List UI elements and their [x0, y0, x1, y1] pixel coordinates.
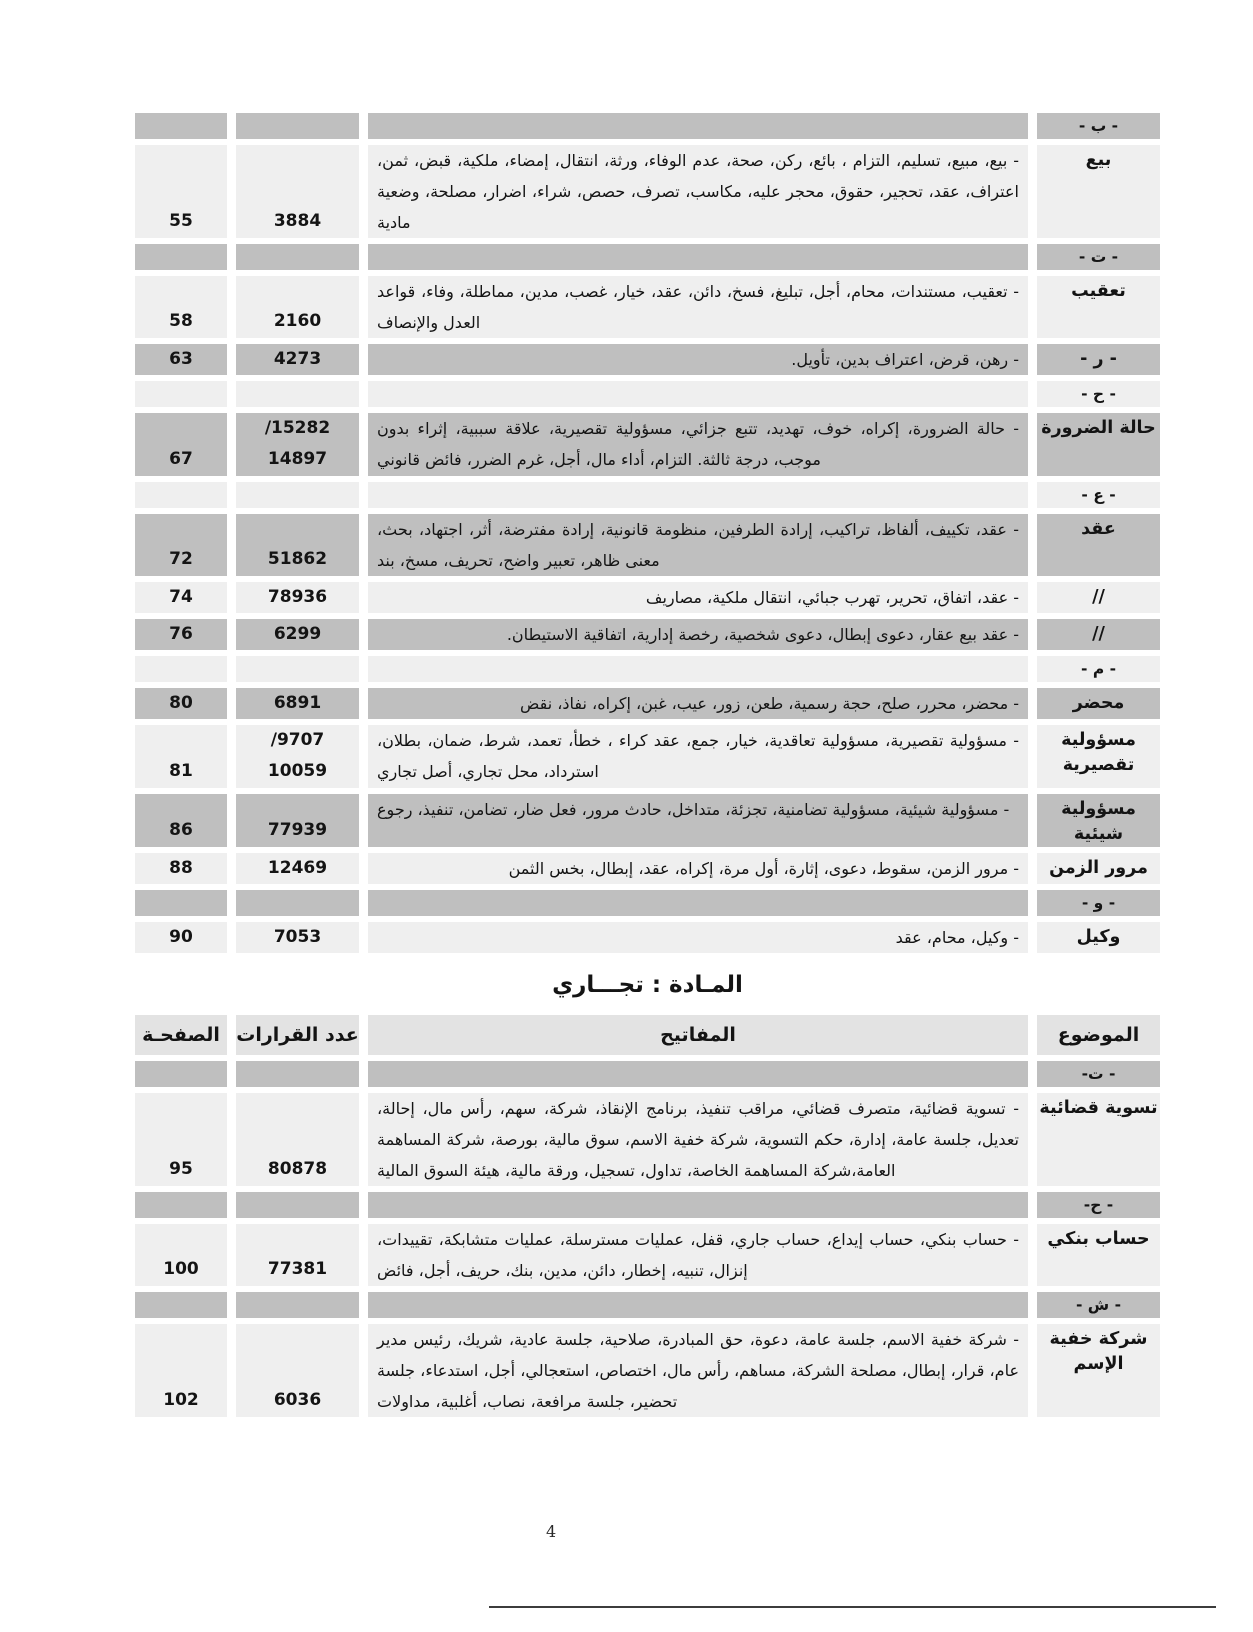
letter-divider-row	[135, 1061, 1160, 1087]
keys-cell: - حساب بنكي، حساب إيداع، حساب جاري، قفل، عمليات مسترسلة، عمليات متشابكة، تقييدات، إنزال، تنبيه، إخطار، دائن، مدين، بنك، حريف، أجل، فائض	[368, 1224, 1028, 1286]
subject-cell: - ح -	[1037, 381, 1160, 407]
letter-divider-row	[135, 1292, 1160, 1318]
keys-cell: - رهن، قرض، اعتراف بدين، تأويل.	[368, 344, 1028, 375]
subject-cell: - ش -	[1037, 1292, 1160, 1318]
page-number-cell	[135, 244, 227, 270]
subject-cell: شركة خفية الإسم	[1037, 1324, 1160, 1417]
keys-cell	[368, 482, 1028, 508]
section-title: المـادة : تجـــاري	[552, 972, 743, 998]
subject-cell: - ب -	[1037, 113, 1160, 139]
subject-cell: - ر -	[1037, 344, 1160, 375]
letter-divider-row	[135, 890, 1160, 916]
table-row	[135, 794, 1160, 847]
subject-cell: تعقيب	[1037, 276, 1160, 338]
table-row	[135, 413, 1160, 476]
decisions-count	[236, 890, 359, 916]
decisions-count-line: 78936	[267, 587, 328, 607]
decisions-count-line: /15282	[264, 418, 331, 438]
page-number-cell: 95	[135, 1093, 227, 1186]
column-header-subject: الموضوع	[1037, 1015, 1160, 1055]
page-number-cell	[135, 482, 227, 508]
subject-cell: حالة الضرورة	[1037, 413, 1160, 476]
decisions-count	[236, 688, 359, 719]
keys-cell: - مرور الزمن، سقوط، دعوى، إثارة، أول مرة، إكراه، عقد، إبطال، بخس الثمن	[368, 853, 1028, 884]
decisions-count	[236, 725, 359, 788]
subject-cell: - ت-	[1037, 1061, 1160, 1087]
subject-cell: - ت -	[1037, 244, 1160, 270]
subject-cell: //	[1037, 582, 1160, 613]
decisions-count-line: 12469	[267, 858, 328, 878]
decisions-count	[236, 1192, 359, 1218]
decisions-count-line: /9707	[270, 730, 325, 750]
keys-cell	[368, 1192, 1028, 1218]
table-row	[135, 853, 1160, 884]
page-number-cell	[135, 890, 227, 916]
decisions-count	[236, 113, 359, 139]
decisions-count	[236, 656, 359, 682]
table-row	[135, 619, 1160, 650]
subject-cell: محضر	[1037, 688, 1160, 719]
page-number-cell: 102	[135, 1324, 227, 1417]
decisions-count	[236, 582, 359, 613]
page-number-footer: 4	[546, 1522, 557, 1541]
page-number-cell: 74	[135, 582, 227, 613]
subject-cell: تسوية قضائية	[1037, 1093, 1160, 1186]
table-row	[135, 725, 1160, 788]
keys-cell: - عقد بيع عقار، دعوى إبطال، دعوى شخصية، رخصة إدارية، اتفاقية الاستيطان.	[368, 619, 1028, 650]
decisions-count-line: 4273	[273, 349, 322, 369]
decisions-count	[236, 1324, 359, 1417]
page-number-cell: 88	[135, 853, 227, 884]
decisions-count-line: 77939	[267, 820, 328, 840]
decisions-count-line: 80878	[267, 1159, 328, 1179]
page-number-cell	[135, 381, 227, 407]
decisions-count	[236, 482, 359, 508]
keys-cell: - محضر، محرر، صلح، حجة رسمية، طعن، زور، عيب، غبن، إكراه، نفاذ، نقض	[368, 688, 1028, 719]
page-number-cell: 86	[135, 794, 227, 847]
subject-cell: - و -	[1037, 890, 1160, 916]
decisions-count	[236, 244, 359, 270]
decisions-count	[236, 1224, 359, 1286]
decisions-count	[236, 145, 359, 238]
column-header-page: الصفحـة	[135, 1015, 227, 1055]
keys-cell: - مسؤولية تقصيرية، مسؤولية تعاقدية، خيار، جمع، عقد كراء ، خطأ، تعمد، شرط، ضمان، بطلان، استرداد، محل تجاري، أصل تجاري	[368, 725, 1028, 788]
table-row	[135, 922, 1160, 953]
page-number-cell: 55	[135, 145, 227, 238]
keys-cell: - تسوية قضائية، متصرف قضائي، مراقب تنفيذ، برنامج الإنقاذ، شركة، سهم، رأس مال، إحالة، تعديل، جلسة عامة، إدارة، حكم التسوية، شركة خفية الاسم، سوق مالية، بورصة، شركة المساهمة العامة،شركة المساهمة الخاصة، تداول، تسجيل، ورقة مالية، هيئة السوق المالية	[368, 1093, 1028, 1186]
page-number-cell	[135, 656, 227, 682]
subject-cell: مسؤولية شيئية	[1037, 794, 1160, 847]
decisions-count	[236, 922, 359, 953]
decisions-count	[236, 619, 359, 650]
table-row	[135, 1224, 1160, 1286]
decisions-count-line: 14897	[267, 449, 328, 469]
decisions-count-line: 2160	[273, 311, 322, 331]
letter-divider-row	[135, 113, 1160, 139]
letter-divider-row	[135, 1192, 1160, 1218]
subject-cell: //	[1037, 619, 1160, 650]
table-row	[135, 514, 1160, 576]
page-number-cell	[135, 1192, 227, 1218]
keys-cell	[368, 1061, 1028, 1087]
letter-divider-row	[135, 244, 1160, 270]
keys-cell: - شركة خفية الاسم، جلسة عامة، دعوة، حق المبادرة، صلاحية، جلسة عادية، شريك، رئيس مدير عام، قرار، إبطال، مصلحة الشركة، مساهم، رأس مال، اختصاص، استعجالي، أجل، استدعاء، جلسة تحضير، جلسة مرافعة، نصاب، أغلبية، مداولات	[368, 1324, 1028, 1417]
index-table-general	[135, 113, 1160, 953]
subject-cell: بيع	[1037, 145, 1160, 238]
table-row	[135, 688, 1160, 719]
decisions-count-line: 77381	[267, 1259, 328, 1279]
decisions-count-line: 6891	[273, 693, 322, 713]
letter-divider-row	[135, 656, 1160, 682]
decisions-count	[236, 794, 359, 847]
page-number-cell	[135, 113, 227, 139]
decisions-count-line: 7053	[273, 927, 322, 947]
decisions-count-line: 10059	[267, 761, 328, 781]
page-number-cell: 58	[135, 276, 227, 338]
subject-cell: مسؤولية تقصيرية	[1037, 725, 1160, 788]
subject-cell: مرور الزمن	[1037, 853, 1160, 884]
subject-cell: حساب بنكي	[1037, 1224, 1160, 1286]
page-number-cell: 72	[135, 514, 227, 576]
column-header-decisions: عدد القرارات	[236, 1015, 359, 1055]
keys-cell	[368, 244, 1028, 270]
keys-cell: - مسؤولية شيئية، مسؤولية تضامنية، تجزئة، متداخل، حادث مرور، فعل ضار، تضامن، تنفيذ، رجوع	[368, 794, 1028, 847]
decisions-count-line: 51862	[267, 549, 328, 569]
keys-cell	[368, 381, 1028, 407]
keys-cell: - عقد، اتفاق، تحرير، تهرب جبائي، انتقال ملكية، مصاريف	[368, 582, 1028, 613]
subject-cell: وكيل	[1037, 922, 1160, 953]
keys-cell: - بيع، مبيع، تسليم، التزام ، بائع، ركن، صحة، عدم الوفاء، ورثة، انتقال، إمضاء، ملكية، قبض، ثمن، اعتراف، عقد، تحجير، حقوق، محجر عليه، مكاسب، تصرف، حصص، شراء، اضرار، مصلحة، وضعية مادية	[368, 145, 1028, 238]
keys-cell: - تعقيب، مستندات، محام، أجل، تبليغ، فسخ، دائن، عقد، خيار، غصب، مدين، مماطلة، وفاء، قواعد العدل والإنصاف	[368, 276, 1028, 338]
table-row	[135, 1324, 1160, 1417]
page-number-cell: 67	[135, 413, 227, 476]
decisions-count	[236, 344, 359, 375]
page-number-cell: 81	[135, 725, 227, 788]
page-number-cell	[135, 1061, 227, 1087]
table-row	[135, 145, 1160, 238]
keys-cell	[368, 656, 1028, 682]
decisions-count	[236, 1292, 359, 1318]
column-header-keys: المفاتيح	[368, 1015, 1028, 1055]
decisions-count	[236, 413, 359, 476]
subject-cell: - م -	[1037, 656, 1160, 682]
subject-cell: - ح-	[1037, 1192, 1160, 1218]
table-header-row	[135, 1015, 1160, 1055]
page-number-cell	[135, 1292, 227, 1318]
table-row	[135, 276, 1160, 338]
keys-cell	[368, 890, 1028, 916]
page-number-cell: 76	[135, 619, 227, 650]
decisions-count	[236, 1093, 359, 1186]
table-row	[135, 1093, 1160, 1186]
decisions-count-line: 6036	[273, 1390, 322, 1410]
page-number-cell: 63	[135, 344, 227, 375]
keys-cell: - حالة الضرورة، إكراه، خوف، تهديد، تتبع جزائي، مسؤولية تقصيرية، علاقة سببية، إثراء بدون موجب، درجة ثالثة. التزام، أداء مال، أجل، غرم الضرر، فائض قانوني	[368, 413, 1028, 476]
letter-divider-row	[135, 482, 1160, 508]
index-table-commercial	[135, 1015, 1160, 1417]
table-row	[135, 344, 1160, 375]
keys-cell	[368, 113, 1028, 139]
decisions-count	[236, 276, 359, 338]
decisions-count	[236, 514, 359, 576]
page-number-cell: 80	[135, 688, 227, 719]
decisions-count-line: 3884	[273, 211, 322, 231]
subject-cell: عقد	[1037, 514, 1160, 576]
keys-cell: - عقد، تكييف، ألفاظ، تراكيب، إرادة الطرفين، منظومة قانونية، إرادة مفترضة، أثر، اجتهاد، بحث، معنى ظاهر، تعبير واضح، تحريف، مسخ، بند	[368, 514, 1028, 576]
letter-divider-row	[135, 381, 1160, 407]
decisions-count-line: 6299	[273, 624, 322, 644]
keys-cell	[368, 1292, 1028, 1318]
page-content	[135, 113, 1160, 1417]
footer-divider-line	[489, 1606, 1216, 1608]
decisions-count	[236, 381, 359, 407]
decisions-count	[236, 853, 359, 884]
page-number-cell: 90	[135, 922, 227, 953]
decisions-count	[236, 1061, 359, 1087]
page-number-cell: 100	[135, 1224, 227, 1286]
subject-cell: - ع -	[1037, 482, 1160, 508]
keys-cell: - وكيل، محام، عقد	[368, 922, 1028, 953]
table-row	[135, 582, 1160, 613]
